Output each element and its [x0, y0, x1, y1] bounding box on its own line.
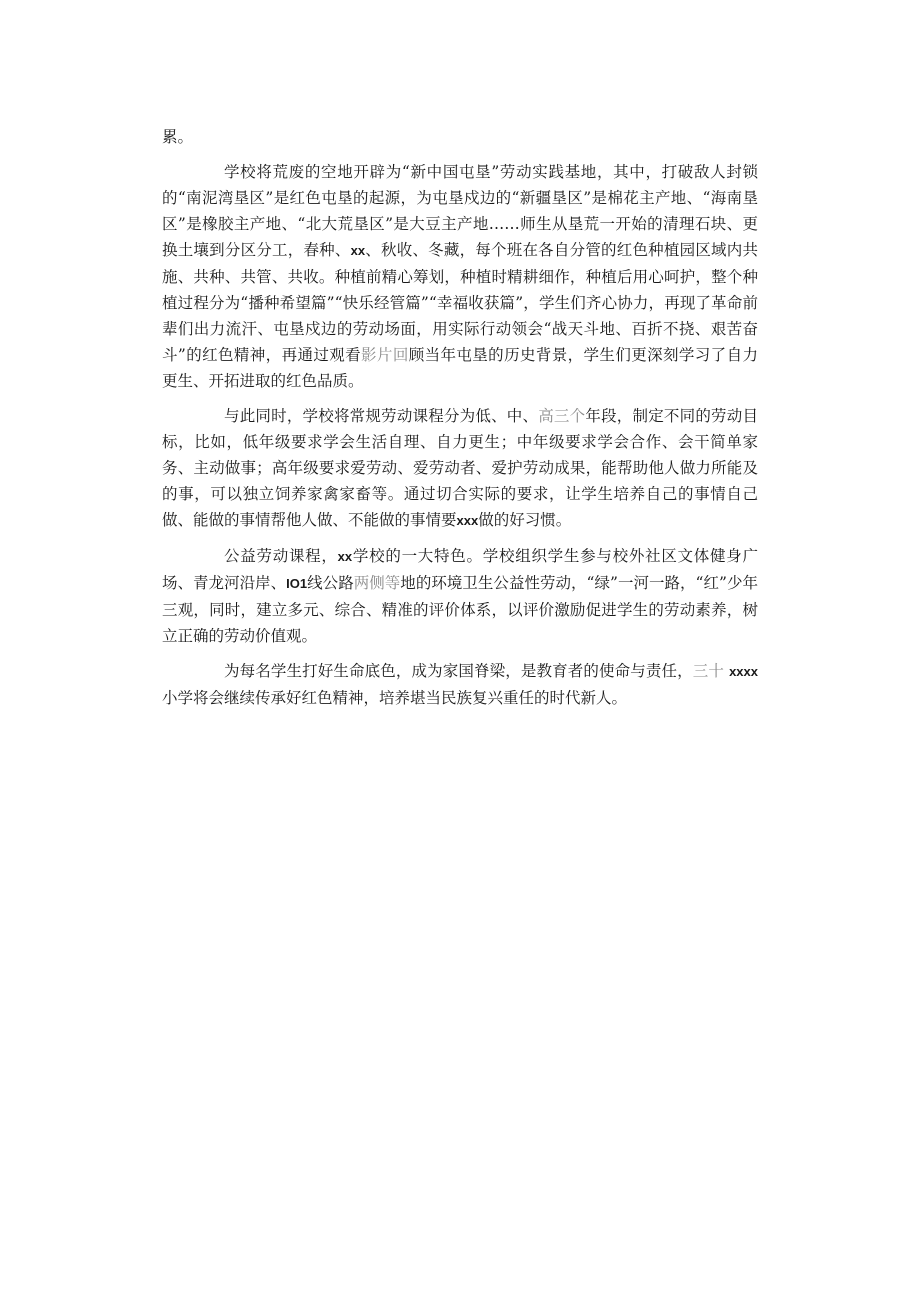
- paragraph-grade-curriculum: [162, 403, 758, 534]
- text-run: 地的环境卫生公益性劳动，“绿”一河一路，“红”少年三观，同时，建立多元、综合、精准的评价体系，以评价激励促进学生的劳动素养，树立正确的劳动价值观。: [162, 574, 758, 645]
- road-code-text: IO1: [286, 576, 308, 591]
- text-run: 、秋收、冬藏，每个班在各自分管的红色种植园区域内共施、共种、共管、共收。种植前精心筹划，种植时精耕细作，种植后用心呵护，整个种植过程分为“播种希望篇”“快乐经管篇”“幸福收获篇”，学生们齐心协力，再现了革命前辈们出力流汗、屯垦戍边的劳动场面，用实际行动领会“战天斗地、百折不挠、艰苦奋斗”的红色精神，再通过观看: [162, 241, 758, 364]
- faded-text: 两侧等: [353, 574, 401, 592]
- paragraph-conclusion: [162, 658, 758, 711]
- text-run: 顾当年屯垦的历史背景，学生们更深刻学习了自力更生、开拓进取的红色品质。: [162, 346, 758, 390]
- faded-text: 三十: [692, 662, 724, 680]
- text-run: 公益劳动课程，: [224, 547, 338, 565]
- text-run: 做的好习惯。: [478, 511, 572, 529]
- text-run: 小学将会继续传承好红色精神，培养堪当民族复兴重任的时代新人。: [162, 689, 628, 707]
- text-run: 线公路: [307, 574, 354, 592]
- text-run: 与此同时，学校将常规劳动课程分为低、中、: [224, 407, 539, 425]
- text-run: 为每名学生打好生命底色，成为家国脊梁，是教育者的使命与责任，: [224, 662, 693, 680]
- paragraph-public-welfare: [162, 543, 758, 649]
- paragraph-reclamation-base: [162, 159, 758, 394]
- paragraph-text: 累。: [162, 128, 194, 146]
- text-run: 学校将荒废的空地开辟为“新中国屯垦”劳动实践基地，其中，打破敌人封锁的“南泥湾垦区”是红色屯垦的起源，为屯垦戍边的“新疆垦区”是棉花主产地、“海南垦区”是橡胶主产地、“北大荒垦区”是大豆主产地……师生从垦荒一开始的清理石块、更换土壤到分区分工，春种、: [162, 163, 758, 259]
- placeholder-text: xx: [350, 243, 366, 258]
- faded-text: 影片回: [361, 346, 409, 364]
- placeholder-text: xx: [337, 549, 353, 564]
- placeholder-text: xxxx: [729, 664, 758, 679]
- paragraph-continuation: [162, 124, 758, 150]
- text-run: 学校的一大特色。学校组织学生参与校外社区文体健身广场、青龙河沿岸、: [162, 547, 758, 592]
- placeholder-text: xxx: [456, 513, 479, 528]
- faded-text: 高三个: [538, 407, 586, 425]
- text-run: 年段，制定不同的劳动目标，比如，低年级要求学会生活自理、自力更生；中年级要求学会合作、会干简单家务、主动做事；高年级要求爱劳动、爱劳动者、爱护劳动成果，能帮助他人做力所能及的事，可以独立饲养家禽家畜等。通过切合实际的要求，让学生培养自己的事情自己做、能做的事情帮他人做、不能做的事情要: [162, 407, 758, 529]
- document-body: [162, 124, 758, 720]
